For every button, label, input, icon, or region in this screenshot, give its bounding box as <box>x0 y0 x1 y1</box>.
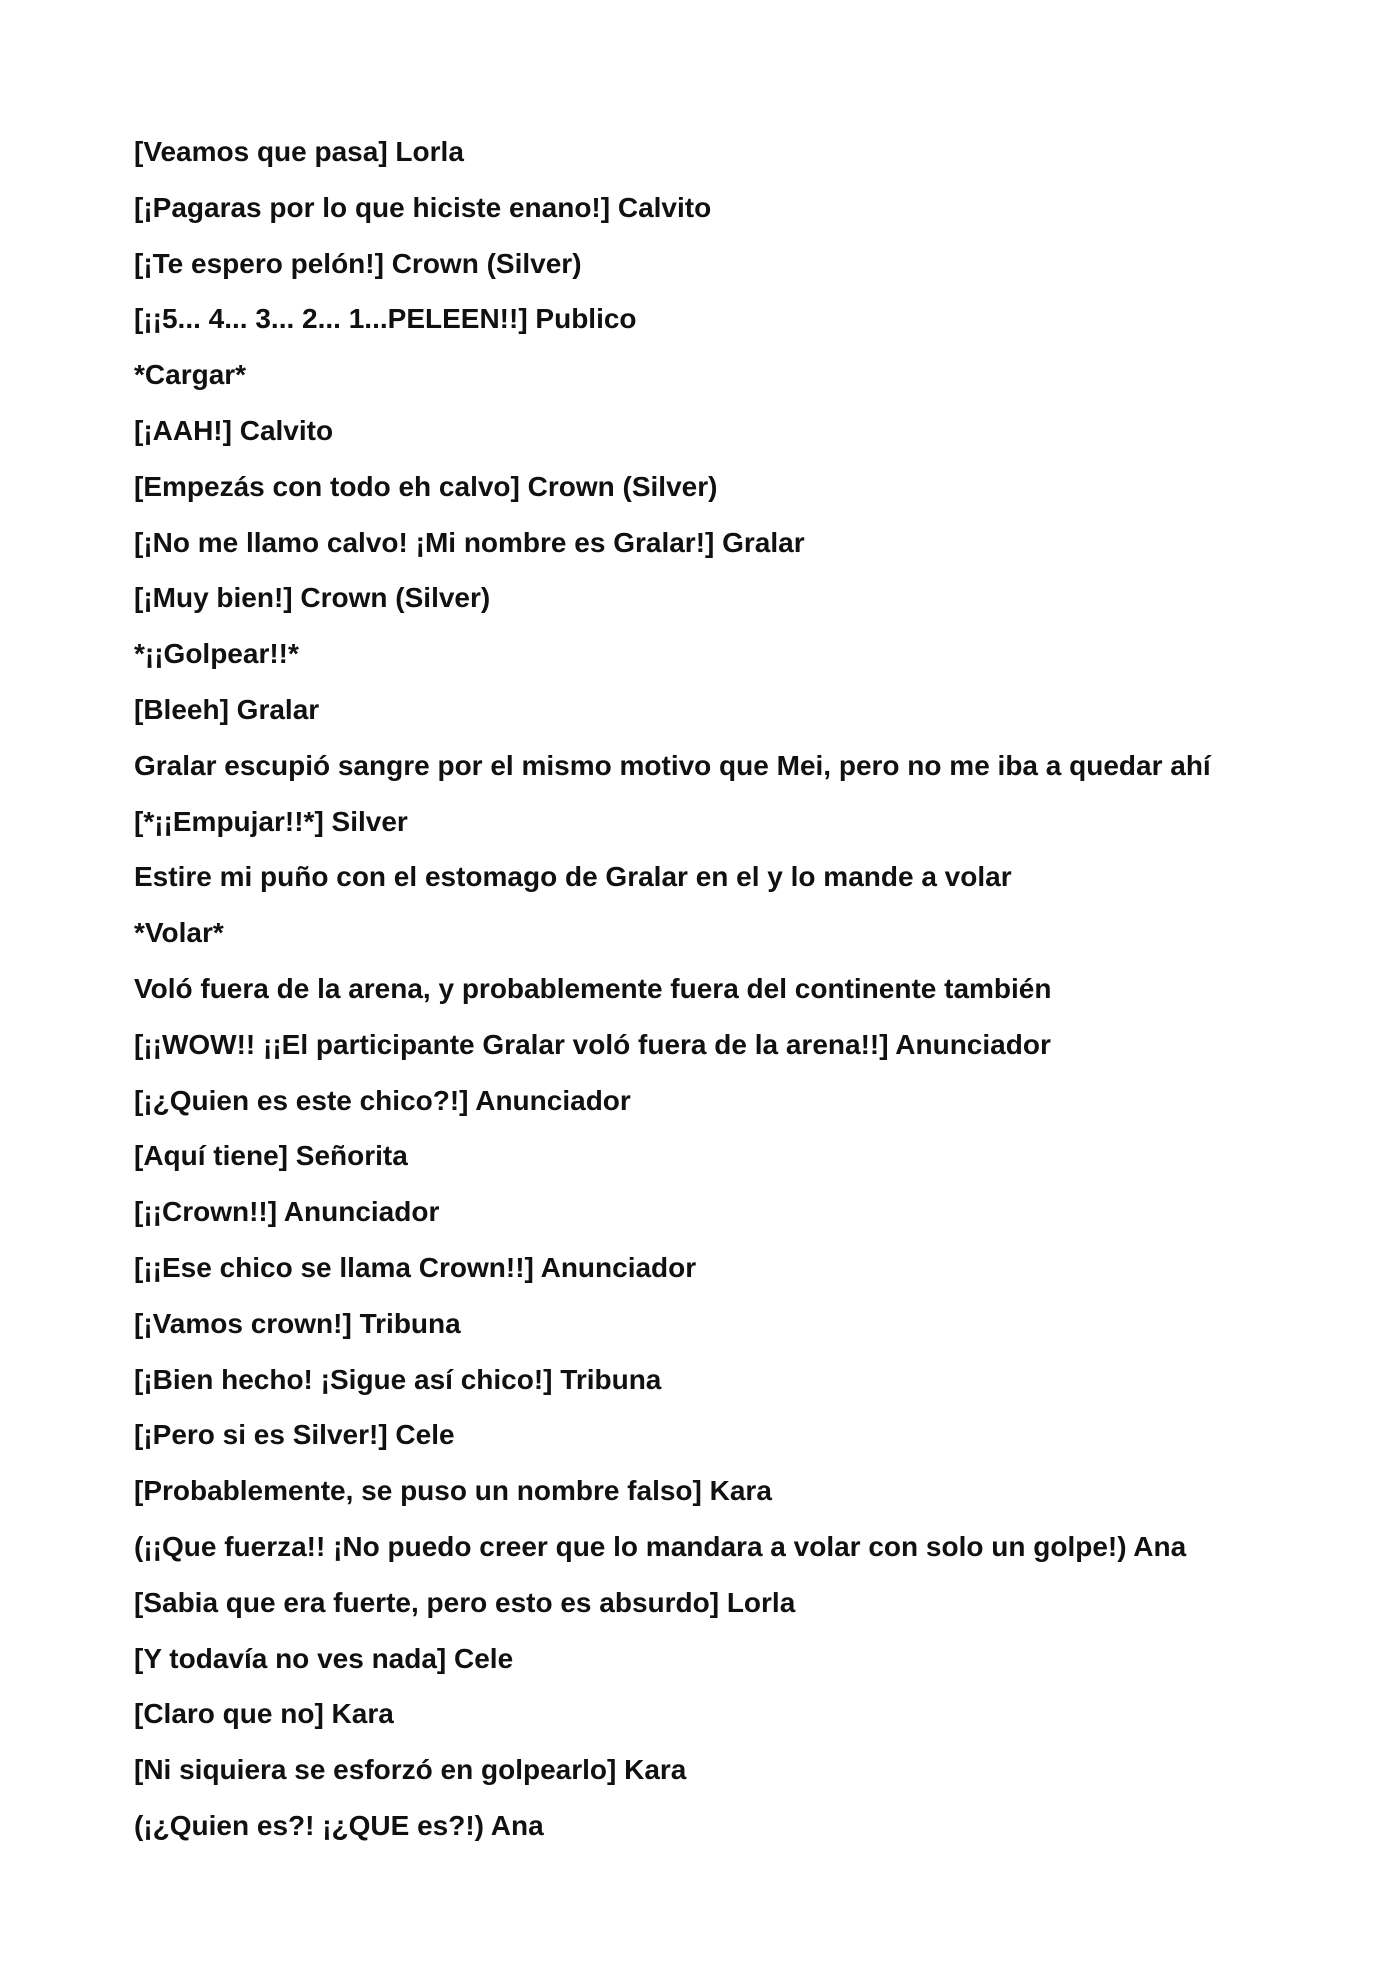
dialogue-line: [¡Muy bien!] Crown (Silver) <box>134 582 491 614</box>
dialogue-line: *Volar* <box>134 917 224 949</box>
dialogue-line: [Ni siquiera se esforzó en golpearlo] Kara <box>134 1754 687 1786</box>
dialogue-line: [Y todavía no ves nada] Cele <box>134 1642 514 1674</box>
dialogue-line: [¡Bien hecho! ¡Sigue así chico!] Tribuna <box>134 1363 662 1395</box>
dialogue-line: [Aquí tiene] Señorita <box>134 1140 408 1172</box>
dialogue-line: [¡Vamos crown!] Tribuna <box>134 1307 461 1339</box>
dialogue-line: [¡¿Quien es este chico?!] Anunciador <box>134 1084 631 1116</box>
dialogue-line: [¡Pero si es Silver!] Cele <box>134 1419 455 1451</box>
dialogue-line: [*¡¡Empujar!!*] Silver <box>134 805 408 837</box>
dialogue-line: [Bleeh] Gralar <box>134 693 320 725</box>
dialogue-line: *Cargar* <box>134 359 247 391</box>
dialogue-line: (¡¡Que fuerza!! ¡No puedo creer que lo mandara a volar con solo un golpe!) Ana <box>134 1530 1187 1562</box>
dialogue-line: [¡No me llamo calvo! ¡Mi nombre es Gralar!] Gralar <box>134 526 805 558</box>
dialogue-line: [¡¡Crown!!] Anunciador <box>134 1196 440 1228</box>
dialogue-line: [¡AAH!] Calvito <box>134 414 334 446</box>
dialogue-line: [Empezás con todo eh calvo] Crown (Silver) <box>134 470 718 502</box>
dialogue-line: [¡¡WOW!! ¡¡El participante Gralar voló fuera de la arena!!] Anunciador <box>134 1028 1051 1060</box>
dialogue-line: Gralar escupió sangre por el mismo motivo que Mei, pero no me iba a quedar ahí <box>134 749 1211 781</box>
dialogue-line: (¡¿Quien es?! ¡¿QUE es?!) Ana <box>134 1809 544 1841</box>
dialogue-line: [¡Te espero pelón!] Crown (Silver) <box>134 247 582 279</box>
dialogue-line: [Claro que no] Kara <box>134 1698 394 1730</box>
dialogue-line: [Veamos que pasa] Lorla <box>134 136 464 167</box>
dialogue-line: [¡Pagaras por lo que hiciste enano!] Calvito <box>134 191 712 223</box>
dialogue-line: Estire mi puño con el estomago de Gralar en el y lo mande a volar <box>134 861 1012 893</box>
dialogue-lines <box>134 128 1314 1858</box>
dialogue-line: Voló fuera de la arena, y probablemente fuera del continente también <box>134 972 1052 1004</box>
dialogue-line: [¡¡5... 4... 3... 2... 1...PELEEN!!] Publico <box>134 303 637 335</box>
dialogue-line: [Probablemente, se puso un nombre falso] Kara <box>134 1475 772 1507</box>
dialogue-line: [¡¡Ese chico se llama Crown!!] Anunciador <box>134 1251 697 1283</box>
dialogue-line: [Sabia que era fuerte, pero esto es absurdo] Lorla <box>134 1586 796 1618</box>
dialogue-line: *¡¡Golpear!!* <box>134 638 299 670</box>
